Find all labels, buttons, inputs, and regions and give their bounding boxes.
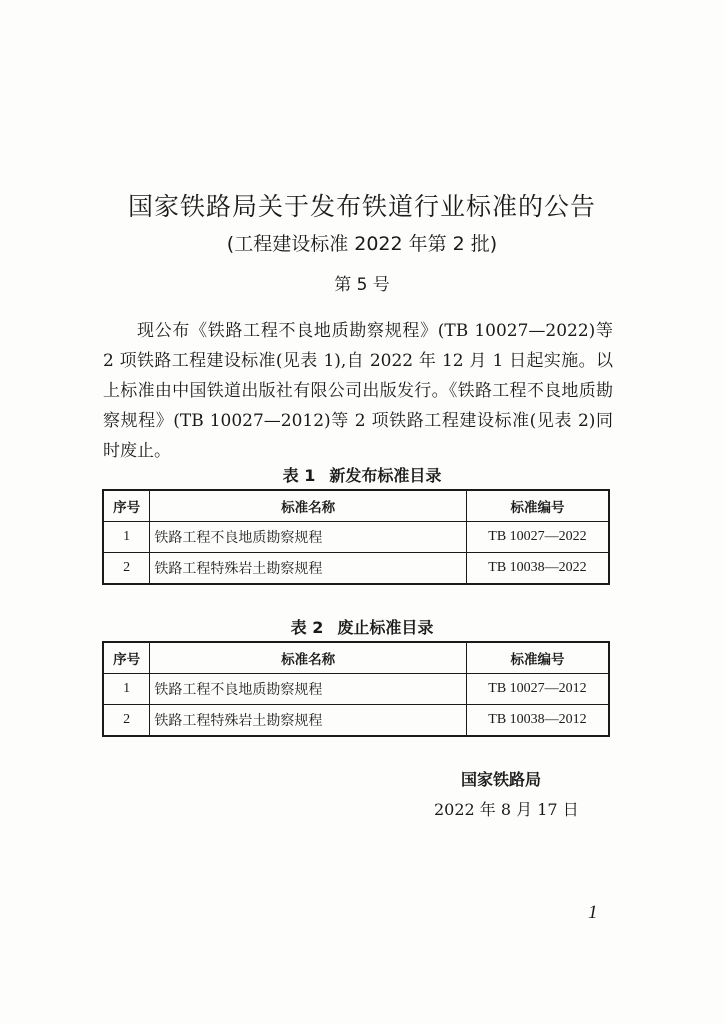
abolished-standards-table: [102, 641, 610, 737]
row-name: 铁路工程特殊岩土勘察规程: [150, 553, 467, 585]
row-name: 铁路工程特殊岩土勘察规程: [150, 705, 467, 737]
table2-caption-title: 废止标准目录: [337, 618, 434, 637]
row-code: TB 10027—2012: [466, 674, 609, 705]
table-header-row: [103, 490, 609, 522]
document-number: 第 5 号: [334, 275, 390, 295]
table2-caption: [0, 617, 724, 639]
table1-caption: [0, 465, 724, 487]
row-no: 2: [103, 553, 150, 585]
announcement-body: 现公布《铁路工程不良地质勘察规程》(TB 10027—2022)等 2 项铁路工程建设标准(见表 1),自 2022 年 12 月 1 日起实施。以上标准由中国铁道出版社有限公司出版发行。《铁路工程不良地质勘察规程》(TB 10027—2012)等 2 项铁路工程建设标准(见表 2)同时废止。: [103, 321, 613, 461]
table2-caption-number: 表 2: [290, 618, 324, 637]
header-no: 序号: [103, 642, 150, 674]
row-name: 铁路工程不良地质勘察规程: [150, 674, 467, 705]
header-no: 序号: [103, 490, 150, 522]
table-row: [103, 674, 609, 705]
table1-caption-number: 表 1: [282, 466, 316, 485]
row-code: TB 10027—2022: [466, 522, 609, 553]
announcement-subtitle: (工程建设标准 2022 年第 2 批): [226, 233, 498, 255]
table-row: [103, 705, 609, 737]
header-code: 标准编号: [466, 490, 609, 522]
new-standards-table: [102, 489, 610, 585]
row-code: TB 10038—2012: [466, 705, 609, 737]
row-name: 铁路工程不良地质勘察规程: [150, 522, 467, 553]
row-no: 2: [103, 705, 150, 737]
issuer-name: 国家铁路局: [461, 770, 542, 789]
table-row: [103, 553, 609, 585]
table1-caption-title: 新发布标准目录: [329, 466, 442, 485]
table-header-row: [103, 642, 609, 674]
announcement-title: 国家铁路局关于发布铁道行业标准的公告: [127, 192, 596, 221]
row-code: TB 10038—2022: [466, 553, 609, 585]
row-no: 1: [103, 674, 150, 705]
header-name: 标准名称: [150, 490, 467, 522]
row-no: 1: [103, 522, 150, 553]
table-row: [103, 522, 609, 553]
header-code: 标准编号: [466, 642, 609, 674]
page-number: 1: [588, 902, 598, 923]
issue-date: 2022 年 8 月 17 日: [434, 800, 579, 819]
header-name: 标准名称: [150, 642, 467, 674]
